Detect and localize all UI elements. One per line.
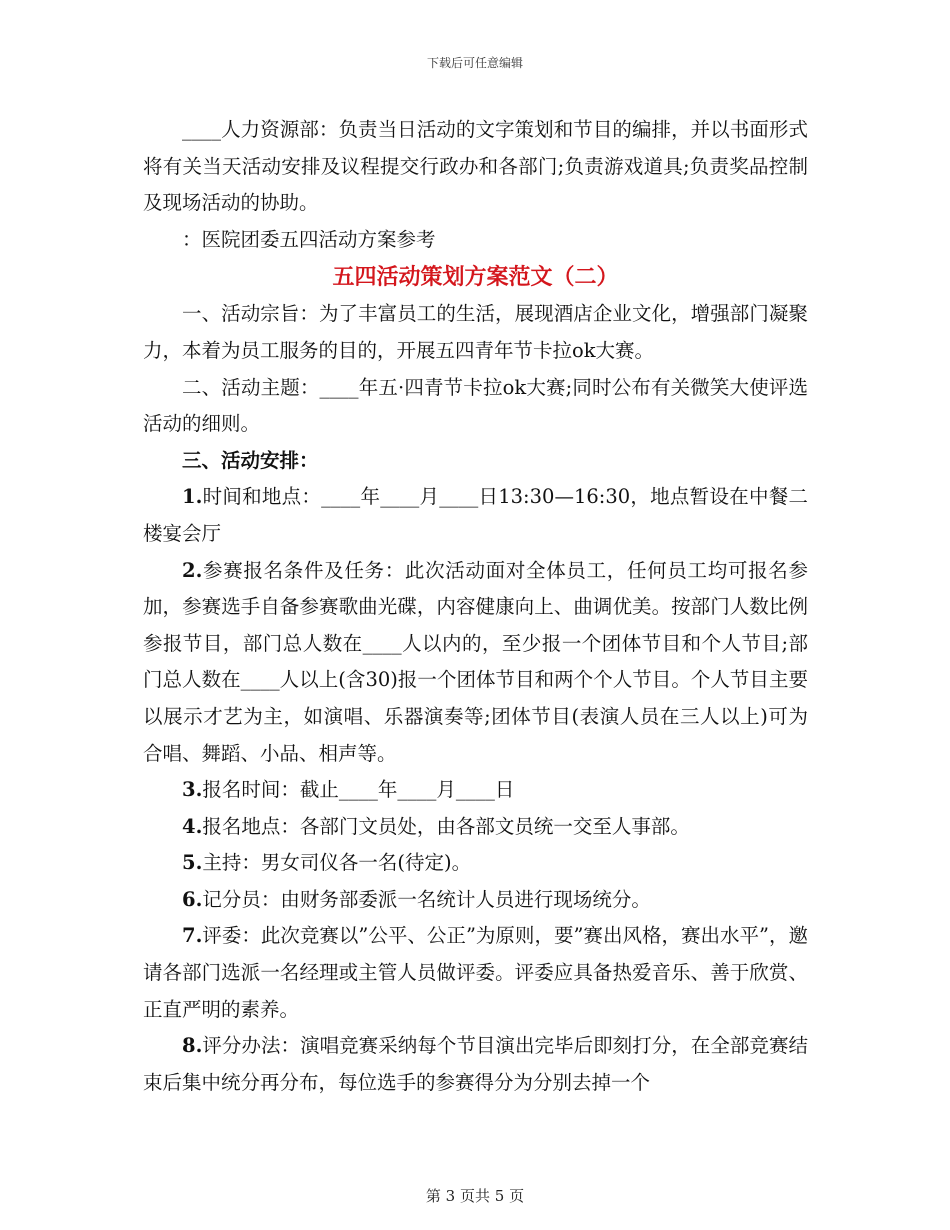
list-item	[143, 772, 808, 809]
item-number: 8.	[182, 1034, 203, 1058]
item-text: 评分办法：演唱竞赛采纳每个节目演出完毕后即刻打分，在全部竞赛结束后集中统分再分布，每位选手的参赛得分为分别去掉一个	[143, 1034, 808, 1094]
paragraph-reference: ：医院团委五四活动方案参考	[182, 227, 436, 251]
item-text: 报名地点：各部门文员处，由各部文员统一交至人事部。	[202, 814, 690, 838]
list-item	[143, 1028, 808, 1101]
item-number: 5.	[182, 851, 203, 875]
item-text: 记分员：由财务部委派一名统计人员进行现场统分。	[202, 887, 651, 911]
arrangement-heading: 三、活动安排：	[182, 448, 319, 472]
list-item	[143, 845, 808, 882]
list-item	[143, 882, 808, 919]
document-body	[143, 112, 808, 1101]
list-item	[143, 479, 808, 552]
paragraph-purpose: 一、活动宗旨：为了丰富员工的生活，展现酒店企业文化，增强部门凝聚力，本着为员工服务的目的，开展五四青年节卡拉ok大赛。	[143, 302, 808, 362]
page-header: 下载后可任意编辑	[426, 56, 523, 70]
list-item	[143, 553, 808, 773]
list-item	[143, 809, 808, 846]
item-text: 参赛报名条件及任务：此次活动面对全体员工，任何员工均可报名参加，参赛选手自备参赛歌曲光碟，内容健康向上、曲调优美。按部门人数比例参报节目，部门总人数在____人以内的，至少报一个团体节目和个人节目;部门总人数在____人以上(含30)报一个团体节目和两个个人节目。个人节目主要以展示才艺为主，如演唱、乐器演奏等;团体节目(表演人员在三人以上)可为合唱、舞蹈、小品、相声等。	[143, 558, 808, 765]
item-number: 4.	[182, 814, 203, 838]
item-number: 1.	[182, 485, 203, 509]
item-text: 时间和地点：____年____月____日13:30—16:30，地点暂设在中餐二楼宴会厅	[143, 485, 808, 545]
item-number: 7.	[182, 924, 203, 948]
item-text: 主持：男女司仪各一名(待定)。	[202, 851, 472, 875]
item-number: 6.	[182, 887, 203, 911]
item-text: 报名时间：截止____年____月____日	[202, 778, 515, 802]
paragraph-theme: 二、活动主题：____年五·四青节卡拉ok大赛;同时公布有关微笑大使评选活动的细则。	[143, 375, 808, 436]
section-title: 五四活动策划方案范文（二）	[332, 264, 619, 291]
list-item	[143, 918, 808, 1028]
paragraph-hr-department: ____人力资源部：负责当日活动的文字策划和节目的编排，并以书面形式将有关当天活动安排及议程提交行政办和各部门;负责游戏道具;负责奖品控制及现场活动的协助。	[143, 118, 808, 215]
page-footer: 第 3 页共 5 页	[425, 1187, 525, 1205]
item-number: 3.	[182, 778, 203, 802]
item-number: 2.	[182, 558, 203, 582]
item-text: 评委：此次竞赛以”公平、公正”为原则，要”赛出风格，赛出水平”，邀请各部门选派一名经理或主管人员做评委。评委应具备热爱音乐、善于欣赏、正直严明的素养。	[143, 924, 808, 1021]
